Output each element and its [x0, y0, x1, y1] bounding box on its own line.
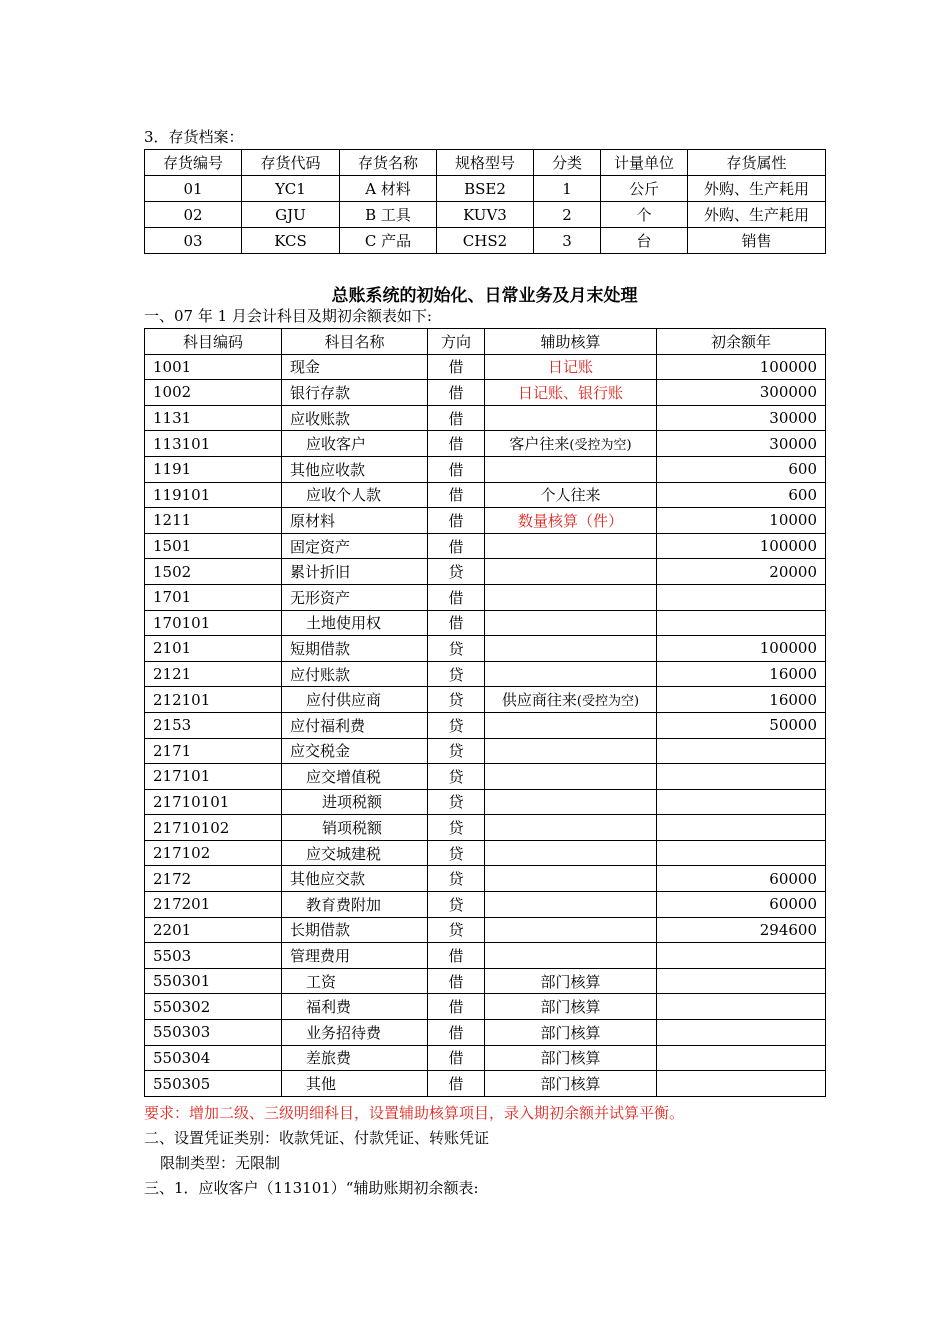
account-balance [657, 1045, 826, 1071]
account-name: 教育费附加 [282, 892, 428, 918]
inventory-header-cell: 存货名称 [340, 150, 437, 176]
inventory-cell: GJU [242, 202, 340, 228]
aux-balance-heading: 三、1．应收客户（113101）“辅助账期初余额表: [144, 1179, 479, 1197]
account-aux [485, 943, 657, 969]
inventory-cell: KCS [242, 228, 340, 254]
inventory-cell: 外购、生产耗用 [688, 202, 826, 228]
account-name: 应付供应商 [282, 687, 428, 713]
account-balance [657, 1071, 826, 1097]
account-direction: 借 [428, 1020, 485, 1046]
accounts-header-cell: 方向 [428, 329, 485, 355]
account-row [145, 840, 826, 866]
account-name: 短期借款 [282, 636, 428, 662]
account-aux [485, 764, 657, 790]
account-aux [485, 559, 657, 585]
account-name: 应付福利费 [282, 712, 428, 738]
account-direction: 借 [428, 380, 485, 406]
account-name: 应收个人款 [282, 482, 428, 508]
account-aux-text: 部门核算 [540, 1075, 601, 1094]
account-aux [485, 687, 657, 713]
account-row [145, 1045, 826, 1071]
account-balance: 600 [657, 456, 826, 482]
inventory-cell: 2 [534, 202, 601, 228]
account-row [145, 892, 826, 918]
account-direction: 借 [428, 482, 485, 508]
account-code: 550304 [145, 1045, 282, 1071]
accounts-header-cell: 初余额年 [657, 329, 826, 355]
inventory-cell: 外购、生产耗用 [688, 176, 826, 202]
account-aux [485, 917, 657, 943]
account-aux [485, 866, 657, 892]
account-direction: 借 [428, 354, 485, 380]
account-aux-text: 部门核算 [540, 972, 601, 991]
account-balance: 60000 [657, 892, 826, 918]
inventory-header-cell: 分类 [534, 150, 601, 176]
inventory-cell: 公斤 [601, 176, 688, 202]
account-balance: 100000 [657, 533, 826, 559]
account-row [145, 354, 826, 380]
account-aux [485, 354, 657, 380]
account-balance: 600 [657, 482, 826, 508]
account-name: 其他应交款 [282, 866, 428, 892]
account-name: 累计折旧 [282, 559, 428, 585]
account-row [145, 610, 826, 636]
account-code: 2172 [145, 866, 282, 892]
account-name: 其他 [282, 1071, 428, 1097]
account-balance [657, 610, 826, 636]
account-balance: 100000 [657, 636, 826, 662]
inventory-cell: YC1 [242, 176, 340, 202]
account-row [145, 866, 826, 892]
account-row [145, 738, 826, 764]
account-code: 21710101 [145, 789, 282, 815]
account-aux-text: 个人往来 [540, 486, 601, 505]
inventory-row [145, 176, 826, 202]
account-aux-note: (受控为空) [576, 694, 640, 710]
account-balance [657, 1020, 826, 1046]
inventory-cell: 03 [145, 228, 242, 254]
account-direction: 借 [428, 508, 485, 534]
account-row [145, 712, 826, 738]
account-row [145, 559, 826, 585]
account-balance [657, 994, 826, 1020]
account-aux [485, 1071, 657, 1097]
account-direction: 贷 [428, 559, 485, 585]
account-aux [485, 636, 657, 662]
account-name: 原材料 [282, 508, 428, 534]
account-code: 2171 [145, 738, 282, 764]
account-balance: 16000 [657, 661, 826, 687]
account-aux-text: 日记账 [547, 358, 593, 377]
account-name: 应付账款 [282, 661, 428, 687]
account-row [145, 405, 826, 431]
account-direction: 贷 [428, 712, 485, 738]
account-row [145, 815, 826, 841]
inventory-cell: BSE2 [437, 176, 534, 202]
account-name: 其他应收款 [282, 456, 428, 482]
account-name: 工资 [282, 968, 428, 994]
account-aux [485, 815, 657, 841]
account-name: 差旅费 [282, 1045, 428, 1071]
account-balance: 50000 [657, 712, 826, 738]
account-code: 550301 [145, 968, 282, 994]
account-row [145, 456, 826, 482]
account-name: 业务招待费 [282, 1020, 428, 1046]
account-code: 1131 [145, 405, 282, 431]
account-direction: 借 [428, 1045, 485, 1071]
account-name: 管理费用 [282, 943, 428, 969]
account-direction: 贷 [428, 840, 485, 866]
inventory-heading: 3．存货档案： [144, 128, 244, 146]
account-aux [485, 994, 657, 1020]
account-aux-note: (受控为空) [569, 438, 632, 454]
account-aux-text: 部门核算 [540, 998, 601, 1017]
account-aux [485, 789, 657, 815]
account-code: 2101 [145, 636, 282, 662]
account-direction: 贷 [428, 892, 485, 918]
inventory-header-cell: 存货编号 [145, 150, 242, 176]
inventory-cell: 台 [601, 228, 688, 254]
account-row [145, 968, 826, 994]
account-name: 应交税金 [282, 738, 428, 764]
account-balance [657, 764, 826, 790]
account-name: 应收客户 [282, 431, 428, 457]
account-balance: 30000 [657, 431, 826, 457]
inventory-header-cell: 规格型号 [437, 150, 534, 176]
account-aux [485, 840, 657, 866]
account-direction: 贷 [428, 738, 485, 764]
account-code: 1701 [145, 584, 282, 610]
section-title: 总账系统的初始化、日常业务及月末处理 [331, 286, 638, 306]
account-direction: 借 [428, 431, 485, 457]
account-code: 1502 [145, 559, 282, 585]
account-aux [485, 610, 657, 636]
account-aux [485, 661, 657, 687]
inventory-cell: C 产品 [340, 228, 437, 254]
account-name: 进项税额 [282, 789, 428, 815]
account-direction: 贷 [428, 789, 485, 815]
accounts-header-row [145, 329, 826, 355]
inventory-header-cell: 存货属性 [688, 150, 826, 176]
account-aux [485, 712, 657, 738]
account-row [145, 687, 826, 713]
account-aux [485, 431, 657, 457]
account-aux-text: 数量核算（件） [517, 511, 623, 530]
account-aux [485, 508, 657, 534]
account-code: 21710102 [145, 815, 282, 841]
account-name: 福利费 [282, 994, 428, 1020]
account-code: 212101 [145, 687, 282, 713]
requirement-text: 要求：增加二级、三级明细科目，设置辅助核算项目，录入期初余额并试算平衡。 [144, 1104, 685, 1122]
account-direction: 借 [428, 584, 485, 610]
inventory-header-row [145, 150, 826, 176]
account-direction: 借 [428, 456, 485, 482]
inventory-row [145, 228, 826, 254]
account-aux-text: 部门核算 [540, 1023, 601, 1042]
account-direction: 借 [428, 968, 485, 994]
account-direction: 贷 [428, 636, 485, 662]
account-row [145, 508, 826, 534]
account-code: 550302 [145, 994, 282, 1020]
inventory-cell: 个 [601, 202, 688, 228]
account-row [145, 482, 826, 508]
inventory-cell: 1 [534, 176, 601, 202]
account-code: 119101 [145, 482, 282, 508]
account-aux [485, 1020, 657, 1046]
account-row [145, 636, 826, 662]
account-balance: 16000 [657, 687, 826, 713]
account-name: 应交增值税 [282, 764, 428, 790]
account-balance: 20000 [657, 559, 826, 585]
account-code: 550305 [145, 1071, 282, 1097]
account-name: 销项税额 [282, 815, 428, 841]
inventory-cell: B 工具 [340, 202, 437, 228]
account-row [145, 431, 826, 457]
account-name: 现金 [282, 354, 428, 380]
account-name: 无形资产 [282, 584, 428, 610]
account-row [145, 380, 826, 406]
inventory-cell: 销售 [688, 228, 826, 254]
accounts-header-cell: 科目编码 [145, 329, 282, 355]
account-direction: 贷 [428, 815, 485, 841]
account-row [145, 1020, 826, 1046]
inventory-row [145, 202, 826, 228]
account-row [145, 917, 826, 943]
account-name: 银行存款 [282, 380, 428, 406]
account-aux-text: 客户往来 [509, 435, 570, 454]
inventory-header-cell: 计量单位 [601, 150, 688, 176]
account-row [145, 789, 826, 815]
account-direction: 借 [428, 405, 485, 431]
account-aux [485, 533, 657, 559]
account-balance: 100000 [657, 354, 826, 380]
account-aux-text: 部门核算 [540, 1049, 601, 1068]
account-direction: 贷 [428, 917, 485, 943]
account-direction: 贷 [428, 866, 485, 892]
account-aux [485, 584, 657, 610]
account-row [145, 764, 826, 790]
account-aux [485, 738, 657, 764]
account-aux [485, 968, 657, 994]
account-code: 113101 [145, 431, 282, 457]
account-aux-text: 供应商往来 [501, 691, 577, 710]
inventory-cell: 02 [145, 202, 242, 228]
account-direction: 贷 [428, 661, 485, 687]
accounts-table [144, 328, 826, 1097]
account-code: 1002 [145, 380, 282, 406]
account-balance [657, 840, 826, 866]
inventory-header-cell: 存货代码 [242, 150, 340, 176]
inventory-cell: 3 [534, 228, 601, 254]
account-code: 2121 [145, 661, 282, 687]
account-code: 1191 [145, 456, 282, 482]
account-name: 土地使用权 [282, 610, 428, 636]
account-direction: 贷 [428, 687, 485, 713]
account-code: 1501 [145, 533, 282, 559]
account-direction: 借 [428, 943, 485, 969]
account-aux [485, 405, 657, 431]
account-aux-text: 日记账、银行账 [517, 383, 623, 402]
inventory-cell: 01 [145, 176, 242, 202]
account-code: 170101 [145, 610, 282, 636]
account-aux [485, 892, 657, 918]
account-balance: 300000 [657, 380, 826, 406]
account-row [145, 994, 826, 1020]
inventory-cell: KUV3 [437, 202, 534, 228]
accounts-header-cell: 辅助核算 [485, 329, 657, 355]
inventory-cell: A 材料 [340, 176, 437, 202]
account-name: 固定资产 [282, 533, 428, 559]
inventory-cell: CHS2 [437, 228, 534, 254]
account-balance [657, 943, 826, 969]
account-row [145, 533, 826, 559]
account-direction: 借 [428, 994, 485, 1020]
voucher-types-text: 二、设置凭证类别：收款凭证、付款凭证、转账凭证 [144, 1129, 490, 1147]
account-direction: 贷 [428, 764, 485, 790]
account-row [145, 943, 826, 969]
account-name: 应交城建税 [282, 840, 428, 866]
account-aux [485, 456, 657, 482]
account-balance [657, 789, 826, 815]
account-code: 1211 [145, 508, 282, 534]
account-direction: 借 [428, 610, 485, 636]
account-balance: 60000 [657, 866, 826, 892]
account-aux [485, 482, 657, 508]
account-balance [657, 968, 826, 994]
account-balance [657, 815, 826, 841]
account-aux [485, 380, 657, 406]
accounts-header-cell: 科目名称 [282, 329, 428, 355]
account-name: 长期借款 [282, 917, 428, 943]
account-code: 1001 [145, 354, 282, 380]
account-aux [485, 1045, 657, 1071]
account-code: 217102 [145, 840, 282, 866]
account-row [145, 584, 826, 610]
account-code: 2201 [145, 917, 282, 943]
account-code: 217101 [145, 764, 282, 790]
account-direction: 借 [428, 533, 485, 559]
account-code: 5503 [145, 943, 282, 969]
restriction-type-text: 限制类型：无限制 [160, 1154, 281, 1172]
accounts-intro: 一、07 年 1 月会计科目及期初余额表如下: [144, 307, 432, 325]
account-name: 应收账款 [282, 405, 428, 431]
account-code: 2153 [145, 712, 282, 738]
account-balance: 30000 [657, 405, 826, 431]
account-code: 550303 [145, 1020, 282, 1046]
inventory-table [144, 149, 826, 254]
account-balance: 10000 [657, 508, 826, 534]
account-balance [657, 738, 826, 764]
account-balance: 294600 [657, 917, 826, 943]
account-balance [657, 584, 826, 610]
account-row [145, 661, 826, 687]
account-code: 217201 [145, 892, 282, 918]
account-direction: 借 [428, 1071, 485, 1097]
account-row [145, 1071, 826, 1097]
